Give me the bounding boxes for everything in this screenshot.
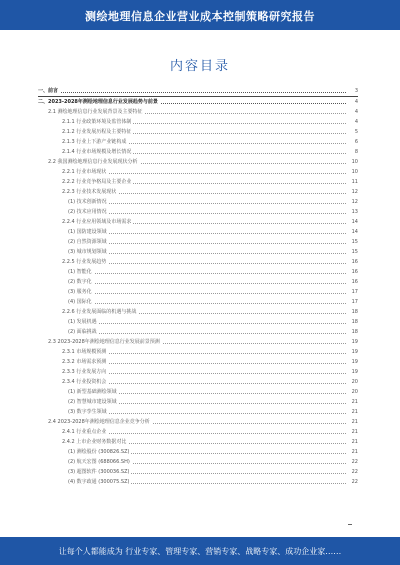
toc-page-number: 13 <box>351 209 358 215</box>
toc-entry[interactable] <box>38 227 358 237</box>
toc-entry-label: 2.2.5 行业发展趋势 <box>62 259 107 265</box>
toc-page-number: 19 <box>351 369 358 375</box>
toc-entry[interactable] <box>38 157 358 167</box>
toc-page-number: 18 <box>351 329 358 335</box>
toc-entry[interactable] <box>38 467 358 477</box>
toc-page-number: 16 <box>351 279 358 285</box>
header-bar <box>0 0 400 30</box>
toc-entry-label: 2.1 测绘地理信息行业发展背景及主要特征 <box>48 109 143 115</box>
toc-entry-label: (1) 测绘股份 (300826.SZ) <box>68 449 130 455</box>
toc-page-number: 16 <box>351 269 358 275</box>
toc-entry[interactable] <box>38 147 358 157</box>
toc-entry-label: (1) 新型基础测绘领域 <box>68 389 117 395</box>
toc-page-number: 20 <box>351 389 358 395</box>
toc-page-number: 5 <box>354 129 358 135</box>
toc-entry[interactable] <box>38 317 358 327</box>
toc-leader-dots <box>68 243 346 244</box>
toc-entry[interactable] <box>38 237 358 247</box>
toc-page-number: 4 <box>354 99 358 105</box>
toc-entry-label: 2.1.3 行业上下游产业链构成 <box>62 139 127 145</box>
table-of-contents <box>38 86 358 487</box>
toc-entry-label: (2) 自然资源领域 <box>68 239 107 245</box>
toc-entry[interactable] <box>38 297 358 307</box>
toc-entry-label: 2.2.6 行业发展面临的机遇与挑战 <box>62 309 137 315</box>
toc-entry[interactable] <box>38 367 358 377</box>
toc-entry[interactable] <box>38 167 358 177</box>
footer-slogan: 让每个人都能成为 行业专家、管理专家、营销专家、战略专家、成功企业家…… <box>58 547 342 556</box>
toc-page-number: 12 <box>351 189 358 195</box>
toc-page-number: 15 <box>351 249 358 255</box>
toc-page-number: 22 <box>351 479 358 485</box>
toc-page-number: 22 <box>351 469 358 475</box>
toc-entry[interactable] <box>38 447 358 457</box>
report-title: 测绘地理信息企业营业成本控制策略研究报告 <box>85 10 315 23</box>
toc-entry-label: (2) 技术应用情况 <box>68 209 107 215</box>
toc-leader-dots <box>68 413 346 414</box>
toc-page-number: 19 <box>351 339 358 345</box>
toc-page-number: 19 <box>351 349 358 355</box>
toc-entry[interactable] <box>38 97 358 107</box>
toc-page-number: 21 <box>351 429 358 435</box>
toc-entry-label: (1) 技术创新情况 <box>68 199 107 205</box>
toc-entry[interactable] <box>38 137 358 147</box>
toc-entry-label: 2.2.1 行业市场现状 <box>62 169 107 175</box>
toc-page-number: 14 <box>351 219 358 225</box>
toc-page-number: 11 <box>351 179 358 185</box>
toc-leader-dots <box>68 293 346 294</box>
toc-entry[interactable] <box>38 477 358 487</box>
toc-entry[interactable] <box>38 437 358 447</box>
toc-entry[interactable] <box>38 177 358 187</box>
toc-leader-dots <box>68 333 346 334</box>
toc-entry[interactable] <box>38 287 358 297</box>
toc-entry-label: (2) 航天宏图 (688066.SH) <box>68 459 130 465</box>
toc-entry-label: 2.3.3 行业发展方向 <box>62 369 107 375</box>
toc-entry-label: 2.2 我国测绘地理信息行业发展现状分析 <box>48 159 138 165</box>
toc-entry-label: (1) 智能化 <box>68 269 92 275</box>
toc-entry-label: 2.2.4 行业应用领域及市场需求 <box>62 219 132 225</box>
toc-entry[interactable] <box>38 127 358 137</box>
toc-entry[interactable] <box>38 457 358 467</box>
toc-page-number: 21 <box>351 409 358 415</box>
toc-entry[interactable] <box>38 307 358 317</box>
toc-entry[interactable] <box>38 86 358 96</box>
toc-leader-dots <box>68 303 346 304</box>
toc-entry[interactable] <box>38 257 358 267</box>
toc-entry-label: 2.3.4 行业投资机会 <box>62 379 107 385</box>
toc-leader-dots <box>68 273 346 274</box>
toc-entry-label: 2.4.2 上市企业财务数据对比 <box>62 439 127 445</box>
toc-page-number: 19 <box>351 359 358 365</box>
toc-page-number: 22 <box>351 459 358 465</box>
toc-entry[interactable] <box>38 347 358 357</box>
toc-entry-label: (3) 数字孪生领域 <box>68 409 107 415</box>
toc-entry[interactable] <box>38 247 358 257</box>
toc-leader-dots <box>68 233 346 234</box>
footer-bar <box>0 537 400 565</box>
toc-entry[interactable] <box>38 397 358 407</box>
toc-entry[interactable] <box>38 407 358 417</box>
toc-entry[interactable] <box>38 417 358 427</box>
toc-page-number: 21 <box>351 419 358 425</box>
toc-page-number: 10 <box>351 159 358 165</box>
toc-entry[interactable] <box>38 277 358 287</box>
toc-entry-label: (2) 面临挑战 <box>68 329 97 335</box>
toc-leader-dots <box>68 283 346 284</box>
toc-entry[interactable] <box>38 117 358 127</box>
toc-leader-dots <box>68 203 346 204</box>
toc-entry-label: 2.2.2 行业竞争格局及主要企业 <box>62 179 132 185</box>
toc-title: 内容目录 <box>169 59 230 74</box>
toc-entry-label: 2.3.2 市场需求预测 <box>62 359 107 365</box>
toc-entry-label: 2.3 2023-2028年测绘地理信息行业发展前景预测 <box>48 339 160 345</box>
toc-page-number: 21 <box>351 449 358 455</box>
toc-entry-label: 2.4 2023-2028年测绘地理信息企业竞争分析 <box>48 419 150 425</box>
toc-entry[interactable] <box>38 207 358 217</box>
toc-entry[interactable] <box>38 197 358 207</box>
toc-entry[interactable] <box>38 217 358 227</box>
toc-entry[interactable] <box>38 267 358 277</box>
toc-entry-label: 2.1.4 行业市场规模及增长情况 <box>62 149 132 155</box>
toc-page-number: 16 <box>351 259 358 265</box>
toc-page-number: 18 <box>351 309 358 315</box>
toc-leader-dots <box>68 213 346 214</box>
page-marker <box>348 524 352 525</box>
toc-entry-label: (1) 国防建设领域 <box>68 229 107 235</box>
toc-page-number: 4 <box>354 119 358 125</box>
toc-entry-label: 2.1.1 行业政策环境及监管体制 <box>62 119 132 125</box>
toc-page-number: 3 <box>354 88 358 94</box>
toc-page-number: 8 <box>354 149 358 155</box>
toc-leader-dots <box>68 253 346 254</box>
toc-entry-label: (3) 服务化 <box>68 289 92 295</box>
toc-entry-label: 2.2.3 行业技术发展现状 <box>62 189 117 195</box>
toc-page-number: 10 <box>351 169 358 175</box>
toc-entry-label: (2) 数字化 <box>68 279 92 285</box>
toc-page-number: 4 <box>354 109 358 115</box>
toc-page-number: 21 <box>351 439 358 445</box>
toc-entry-label: 2.1.2 行业发展历程及主要特征 <box>62 129 132 135</box>
toc-entry[interactable] <box>38 327 358 337</box>
toc-entry-label: 二、2023-2028年测绘地理信息行业发展趋势与前景 <box>38 99 158 105</box>
toc-page-number: 12 <box>351 199 358 205</box>
toc-entry-label: (3) 城市规划领域 <box>68 249 107 255</box>
toc-entry[interactable] <box>38 337 358 347</box>
toc-entry[interactable] <box>38 357 358 367</box>
toc-page-number: 18 <box>351 319 358 325</box>
toc-entry-label: (2) 智慧城市建设领域 <box>68 399 117 405</box>
toc-entry[interactable] <box>38 107 358 117</box>
toc-entry-label: (3) 超图软件 (300036.SZ) <box>68 469 130 475</box>
toc-leader-dots <box>38 92 346 93</box>
toc-entry[interactable] <box>38 427 358 437</box>
toc-entry[interactable] <box>38 377 358 387</box>
toc-page-number: 15 <box>351 239 358 245</box>
toc-entry-label: 2.3.1 市场规模预测 <box>62 349 107 355</box>
toc-entry-label: (1) 发展机遇 <box>68 319 97 325</box>
toc-page-number: 14 <box>351 229 358 235</box>
toc-entry-label: (4) 数字政通 (300075.SZ) <box>68 479 130 485</box>
toc-entry-label: 一、前言 <box>38 88 59 94</box>
toc-entry-label: (4) 国际化 <box>68 299 92 305</box>
toc-page-number: 20 <box>351 379 358 385</box>
toc-leader-dots <box>68 323 346 324</box>
toc-entry[interactable] <box>38 387 358 397</box>
toc-entry-label: 2.4.1 行业重点企业 <box>62 429 107 435</box>
toc-page-number: 17 <box>351 299 358 305</box>
toc-page-number: 6 <box>354 139 358 145</box>
toc-page-number: 21 <box>351 399 358 405</box>
toc-page-number: 17 <box>351 289 358 295</box>
toc-entry[interactable] <box>38 187 358 197</box>
